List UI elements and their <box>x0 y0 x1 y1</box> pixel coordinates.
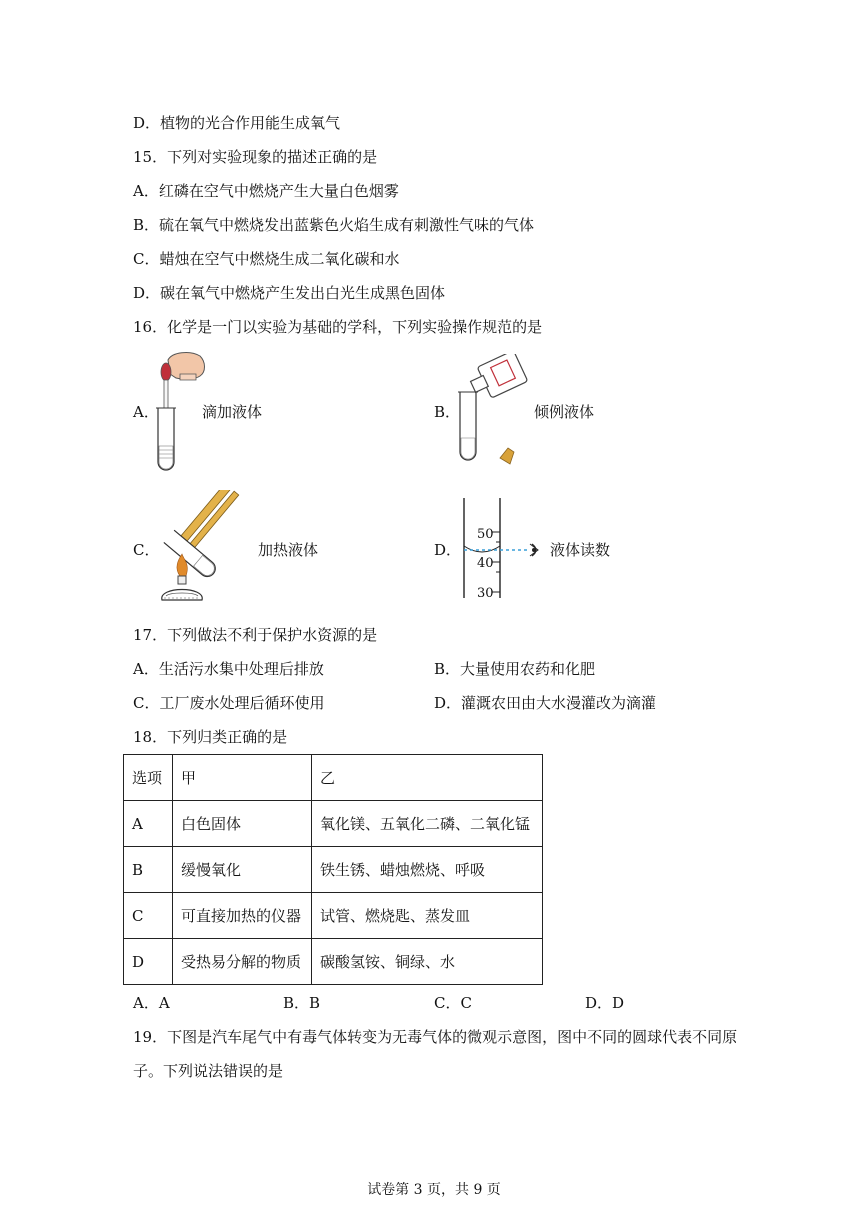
q18-option-a: A．A <box>133 994 170 1012</box>
cylinder-tick-40: 40 <box>477 556 494 571</box>
q16-option-d-letter: D． <box>434 541 462 559</box>
q17-option-d: D．灌溉农田由大水漫灌改为滴灌 <box>434 694 657 712</box>
q16-option-c-caption: 加热液体 <box>258 541 319 559</box>
table-cell: D <box>124 939 173 985</box>
q15-option-c: C．蜡烛在空气中燃烧生成二氧化碳和水 <box>133 250 400 268</box>
table-header-cell: 选项 <box>124 755 173 801</box>
q15-option-b: B．硫在氧气中燃烧发出蓝紫色火焰生成有刺激性气味的气体 <box>133 216 535 234</box>
table-row <box>124 939 543 985</box>
table-row <box>124 801 543 847</box>
table-cell: 氧化镁、五氧化二磷、二氧化锰 <box>312 801 543 847</box>
cylinder-tick-50: 50 <box>477 527 494 542</box>
table-cell: 试管、燃烧匙、蒸发皿 <box>312 893 543 939</box>
table-cell: 铁生锈、蜡烛燃烧、呼吸 <box>312 847 543 893</box>
table-row <box>124 893 543 939</box>
q16-option-d-caption: 液体读数 <box>550 541 611 559</box>
q18-option-b: B．B <box>283 994 321 1012</box>
table-header-cell: 乙 <box>312 755 543 801</box>
table-row <box>124 847 543 893</box>
q18-stem: 18．下列归类正确的是 <box>133 728 288 746</box>
table-cell: 受热易分解的物质 <box>173 939 312 985</box>
table-cell: C <box>124 893 173 939</box>
q17-option-a: A．生活污水集中处理后排放 <box>133 660 324 678</box>
dropper-test-tube-figure <box>150 350 210 475</box>
q17-option-c: C．工厂废水处理后循环使用 <box>133 694 325 712</box>
q14-option-d: D．植物的光合作用能生成氧气 <box>133 114 341 132</box>
q19-stem-line1: 19．下图是汽车尾气中有毒气体转变为无毒气体的微观示意图，图中不同的圆球代表不同原 <box>133 1028 738 1046</box>
q15-option-d: D．碳在氧气中燃烧产生发出白光生成黑色固体 <box>133 284 446 302</box>
q16-stem: 16．化学是一门以实验为基础的学科，下列实验操作规范的是 <box>133 318 543 336</box>
q16-option-c-letter: C． <box>133 541 160 559</box>
classification-table <box>123 754 543 985</box>
q16-option-a-letter: A． <box>133 403 159 421</box>
table-cell: 缓慢氧化 <box>173 847 312 893</box>
q18-option-d: D．D <box>585 994 625 1012</box>
table-cell: 白色固体 <box>173 801 312 847</box>
page-footer: 试卷第 3 页，共 9 页 <box>367 1182 501 1198</box>
table-cell: 碳酸氢铵、铜绿、水 <box>312 939 543 985</box>
q16-option-b-caption: 倾例液体 <box>534 403 595 421</box>
q17-option-b: B．大量使用农药和化肥 <box>434 660 596 678</box>
table-cell: B <box>124 847 173 893</box>
q16-option-a-caption: 滴加液体 <box>202 403 263 421</box>
q17-stem: 17．下列做法不利于保护水资源的是 <box>133 626 378 644</box>
graduated-cylinder-figure <box>458 496 558 600</box>
q19-stem-line2: 子。下列说法错误的是 <box>133 1062 284 1080</box>
cylinder-tick-30: 30 <box>477 586 494 601</box>
q15-option-a: A．红磷在空气中燃烧产生大量白色烟雾 <box>133 182 399 200</box>
q15-stem: 15．下列对实验现象的描述正确的是 <box>133 148 378 166</box>
table-cell: 可直接加热的仪器 <box>173 893 312 939</box>
q18-option-c: C．C <box>434 994 472 1012</box>
table-header-cell: 甲 <box>173 755 312 801</box>
q16-option-b-letter: B． <box>434 403 461 421</box>
table-header-row <box>124 755 543 801</box>
table-cell: A <box>124 801 173 847</box>
heating-test-tube-figure <box>152 490 260 608</box>
pouring-bottle-test-tube-figure <box>452 354 532 469</box>
